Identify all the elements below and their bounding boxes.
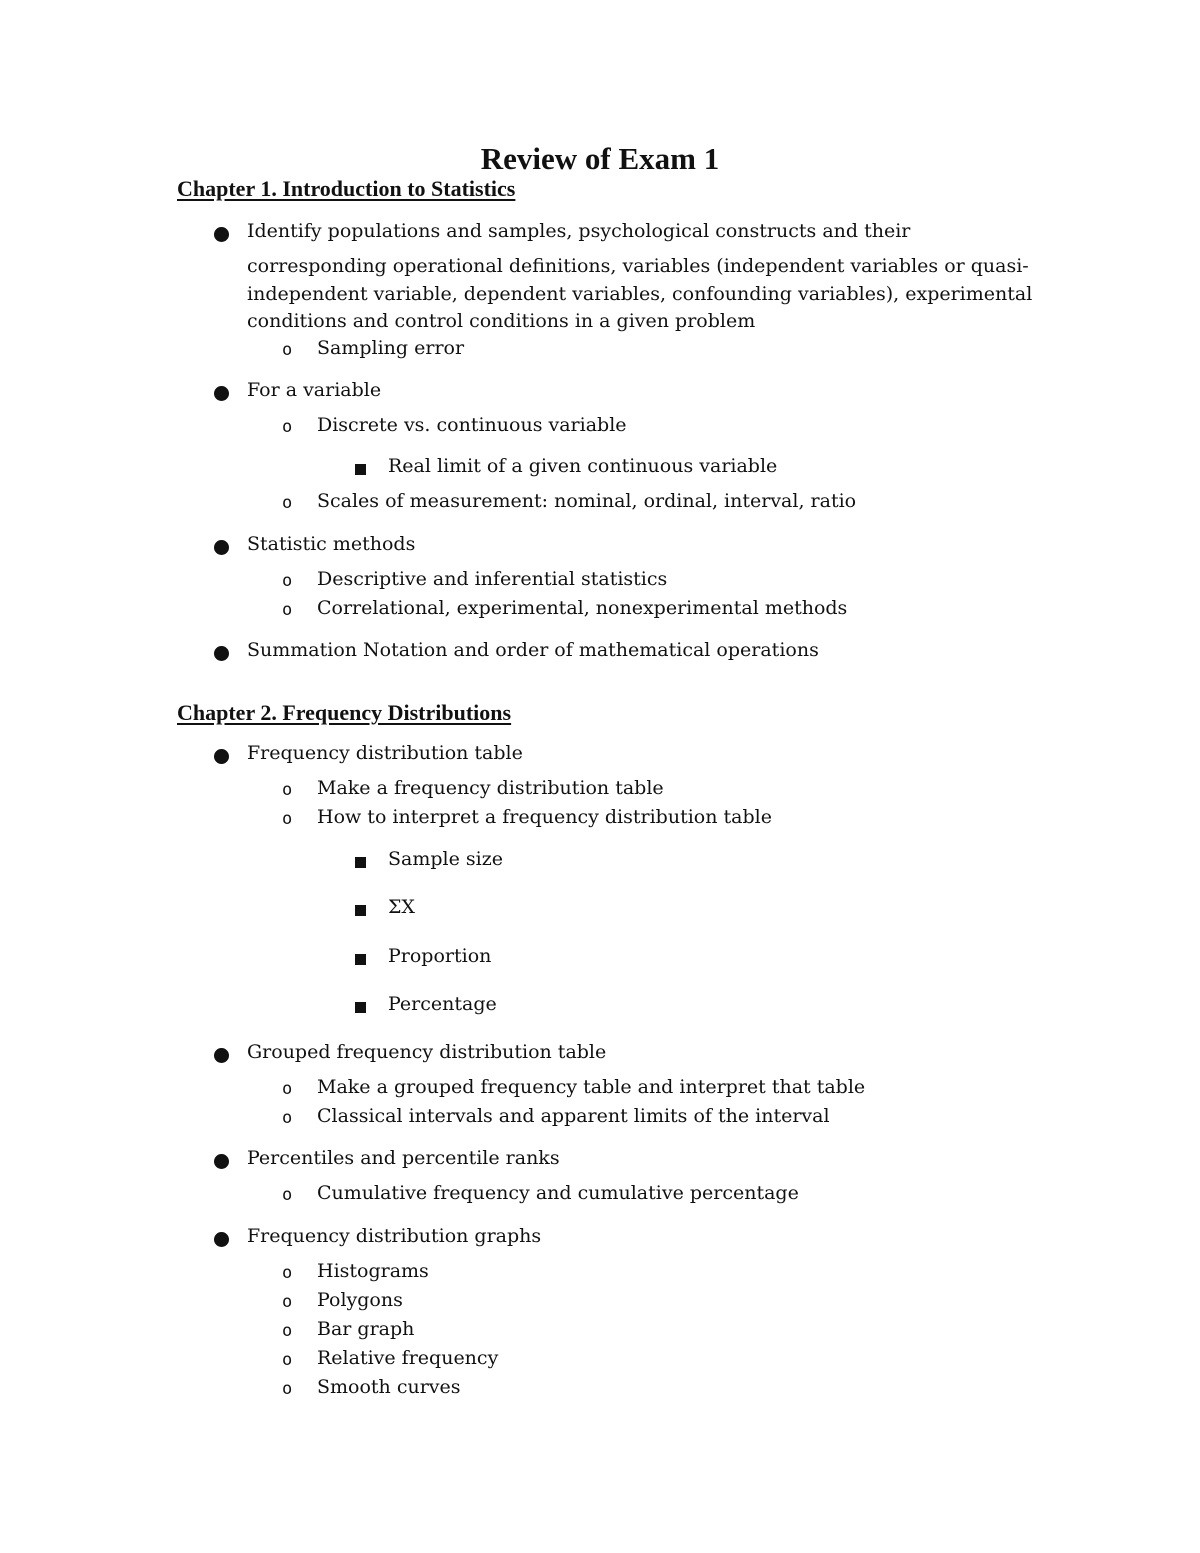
bullet-circle: o [282,571,293,591]
list-item: Smooth curves [317,1376,461,1398]
list-item: Discrete vs. continuous variable [317,414,627,436]
list-item: Polygons [317,1289,403,1311]
bullet-circle: o [282,493,293,513]
bullet-circle: o [282,1350,293,1370]
bullet-square [354,995,368,1009]
bullet-disc [212,744,232,764]
bullet-circle: o [282,1263,293,1283]
list-item: Scales of measurement: nominal, ordinal, interval, ratio [317,490,857,512]
bullet-square [354,898,368,912]
list-item: Bar graph [317,1318,415,1340]
page-title: Review of Exam 1 [480,141,720,176]
bullet-circle: o [282,1079,293,1099]
list-item: Cumulative frequency and cumulative percentage [317,1182,799,1204]
bullet-circle: o [282,1292,293,1312]
bullet-circle: o [282,1379,293,1399]
bullet-square [354,457,368,471]
list-item: Correlational, experimental, nonexperimental methods [317,597,848,619]
list-item: Grouped frequency distribution table [247,1041,607,1063]
list-item: Sampling error [317,337,465,359]
bullet-square [354,947,368,961]
bullet-circle: o [282,1321,293,1341]
bullet-disc [212,641,232,661]
list-item: Classical intervals and apparent limits of the interval [317,1105,830,1127]
bullet-circle: o [282,1185,293,1205]
list-item: Make a frequency distribution table [317,777,664,799]
bullet-circle: o [282,1108,293,1128]
list-item: Statistic methods [247,533,416,555]
list-item-continuation: corresponding operational definitions, variables (independent variables or quasi- independent variable, dependent variables, confounding variables), experimental conditions and control conditions in a given problem [247,255,1033,332]
list-item: Histograms [317,1260,429,1282]
list-item: Real limit of a given continuous variable [388,455,778,477]
list-item: How to interpret a frequency distribution table [317,806,772,828]
list-item: Make a grouped frequency table and interpret that table [317,1076,866,1098]
list-item: Relative frequency [317,1347,499,1369]
list-item: ΣX [388,896,415,918]
list-item: Percentage [388,993,497,1015]
list-item: Sample size [388,848,503,870]
list-item: Proportion [388,945,492,967]
bullet-disc [212,1149,232,1169]
bullet-disc [212,1227,232,1247]
bullet-disc [212,1043,232,1063]
list-item: Frequency distribution graphs [247,1225,542,1247]
list-item: Percentiles and percentile ranks [247,1147,560,1169]
bullet-square [354,850,368,864]
list-item: Frequency distribution table [247,742,523,764]
bullet-circle: o [282,809,293,829]
bullet-circle: o [282,600,293,620]
bullet-circle: o [282,417,293,437]
bullet-disc [212,381,232,401]
bullet-circle: o [282,780,293,800]
list-item: Descriptive and inferential statistics [317,568,668,590]
chapter-1-heading: Chapter 1. Introduction to Statistics [177,176,516,201]
bullet-disc [212,535,232,555]
bullet-disc [212,222,232,242]
list-item: Summation Notation and order of mathematical operations [247,639,819,661]
chapter-2-heading: Chapter 2. Frequency Distributions [177,700,512,725]
list-item: Identify populations and samples, psychological constructs and their [247,220,911,242]
bullet-circle: o [282,340,293,360]
list-item: For a variable [247,379,382,401]
